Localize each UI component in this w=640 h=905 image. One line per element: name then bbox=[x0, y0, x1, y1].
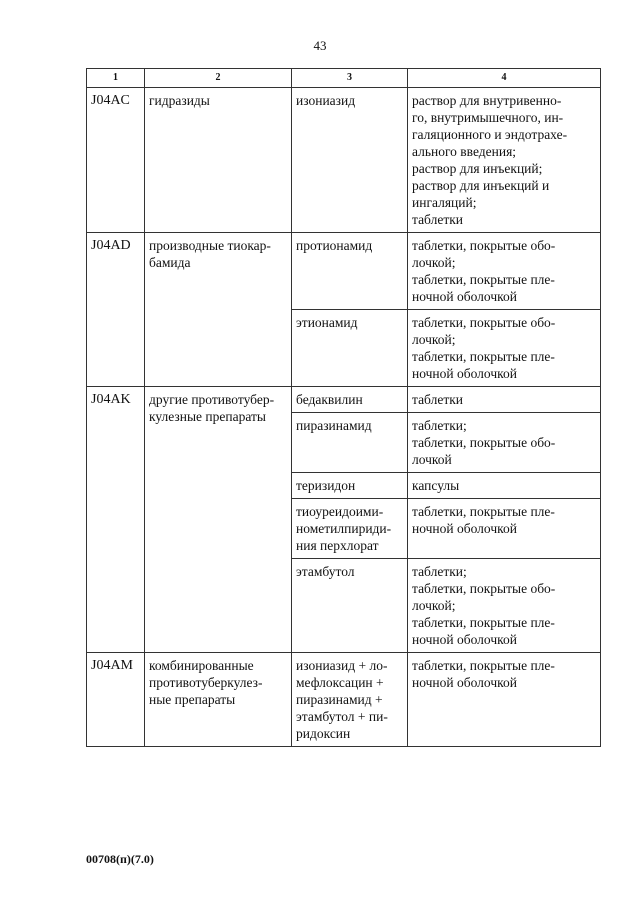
group-name-line: гидразиды bbox=[149, 93, 210, 108]
dosage-form-line: таблетки, покрытые обо- bbox=[412, 238, 556, 253]
dosage-forms bbox=[408, 473, 601, 499]
dosage-form-line: таблетки, покрытые обо- bbox=[412, 435, 556, 450]
dosage-form-line: ночной оболочкой bbox=[412, 289, 517, 304]
dosage-form-line: таблетки, покрытые пле- bbox=[412, 615, 555, 630]
table-row bbox=[87, 387, 601, 413]
dosage-forms bbox=[408, 310, 601, 387]
dosage-form-line: ночной оболочкой bbox=[412, 366, 517, 381]
dosage-form-line: раствор для инъекций; bbox=[412, 161, 543, 176]
group-name bbox=[145, 233, 292, 387]
group-name-line: противотуберкулез- bbox=[149, 675, 263, 690]
dosage-form-line: капсулы bbox=[412, 478, 460, 493]
dosage-form-line: таблетки, покрытые пле- bbox=[412, 272, 555, 287]
dosage-form-line: ального введения; bbox=[412, 144, 517, 159]
drug-name bbox=[292, 310, 408, 387]
dosage-form-line: раствор для инъекций и bbox=[412, 178, 550, 193]
drug-name-line: нометилпириди- bbox=[296, 521, 392, 536]
drug-name-line: мефлоксацин + bbox=[296, 675, 384, 690]
drug-name-line: тиоуреидоими- bbox=[296, 504, 384, 519]
dosage-form-line: таблетки, покрытые пле- bbox=[412, 504, 555, 519]
drug-name-line: этамбутол + пи- bbox=[296, 709, 388, 724]
atc-code: J04AC bbox=[87, 88, 145, 233]
dosage-form-line: ночной оболочкой bbox=[412, 521, 517, 536]
drug-name-line: ния перхлорат bbox=[296, 538, 379, 553]
group-name bbox=[145, 88, 292, 233]
drug-name-line: этионамид bbox=[296, 315, 358, 330]
drug-name bbox=[292, 653, 408, 747]
dosage-form-line: таблетки; bbox=[412, 418, 467, 433]
drug-name-line: изониазид bbox=[296, 93, 356, 108]
table-row bbox=[87, 653, 601, 747]
dosage-form-line: таблетки bbox=[412, 392, 464, 407]
drug-name bbox=[292, 233, 408, 310]
table-row bbox=[87, 88, 601, 233]
drug-name bbox=[292, 473, 408, 499]
dosage-form-line: лочкой bbox=[412, 452, 452, 467]
drug-name-line: теризидон bbox=[296, 478, 356, 493]
dosage-forms bbox=[408, 387, 601, 413]
drug-name-line: ридоксин bbox=[296, 726, 351, 741]
drug-name bbox=[292, 499, 408, 559]
drug-name-line: изониазид + ло- bbox=[296, 658, 388, 673]
dosage-form-line: ночной оболочкой bbox=[412, 632, 517, 647]
document-code: 00708(п)(7.0) bbox=[86, 852, 154, 866]
group-name-line: комбинированные bbox=[149, 658, 254, 673]
header-row bbox=[87, 69, 601, 88]
dosage-forms bbox=[408, 653, 601, 747]
drug-name bbox=[292, 413, 408, 473]
dosage-forms bbox=[408, 413, 601, 473]
drug-name-line: бедаквилин bbox=[296, 392, 363, 407]
group-name-line: кулезные препараты bbox=[149, 409, 266, 424]
column-header: 4 bbox=[408, 69, 601, 88]
drug-name bbox=[292, 387, 408, 413]
drug-name-line: пиразинамид bbox=[296, 418, 372, 433]
atc-code: J04AD bbox=[87, 233, 145, 387]
group-name-line: ные препараты bbox=[149, 692, 236, 707]
page-number: 43 bbox=[313, 38, 327, 53]
column-header: 2 bbox=[145, 69, 292, 88]
atc-code: J04AM bbox=[87, 653, 145, 747]
drug-name-line: протионамид bbox=[296, 238, 373, 253]
group-name-line: другие противотубер- bbox=[149, 392, 275, 407]
drug-name-line: пиразинамид + bbox=[296, 692, 383, 707]
group-name-line: производные тиокар- bbox=[149, 238, 271, 253]
dosage-form-line: лочкой; bbox=[412, 598, 456, 613]
dosage-form-line: ингаляций; bbox=[412, 195, 477, 210]
dosage-forms bbox=[408, 559, 601, 653]
drug-table bbox=[86, 68, 601, 747]
group-name-line: бамида bbox=[149, 255, 191, 270]
dosage-form-line: го, внутримышечного, ин- bbox=[412, 110, 564, 125]
drug-name-line: этамбутол bbox=[296, 564, 355, 579]
atc-code: J04AK bbox=[87, 387, 145, 653]
dosage-forms bbox=[408, 499, 601, 559]
dosage-form-line: галяционного и эндотрахе- bbox=[412, 127, 568, 142]
dosage-form-line: таблетки, покрытые пле- bbox=[412, 658, 555, 673]
drug-name bbox=[292, 559, 408, 653]
dosage-form-line: раствор для внутривенно- bbox=[412, 93, 562, 108]
group-name bbox=[145, 387, 292, 653]
dosage-form-line: таблетки, покрытые обо- bbox=[412, 315, 556, 330]
dosage-form-line: лочкой; bbox=[412, 255, 456, 270]
dosage-forms bbox=[408, 233, 601, 310]
column-header: 3 bbox=[292, 69, 408, 88]
drug-name bbox=[292, 88, 408, 233]
dosage-form-line: таблетки, покрытые обо- bbox=[412, 581, 556, 596]
table-row bbox=[87, 233, 601, 310]
dosage-form-line: таблетки bbox=[412, 212, 464, 227]
group-name bbox=[145, 653, 292, 747]
dosage-forms bbox=[408, 88, 601, 233]
dosage-form-line: таблетки, покрытые пле- bbox=[412, 349, 555, 364]
column-header: 1 bbox=[87, 69, 145, 88]
dosage-form-line: таблетки; bbox=[412, 564, 467, 579]
dosage-form-line: лочкой; bbox=[412, 332, 456, 347]
dosage-form-line: ночной оболочкой bbox=[412, 675, 517, 690]
